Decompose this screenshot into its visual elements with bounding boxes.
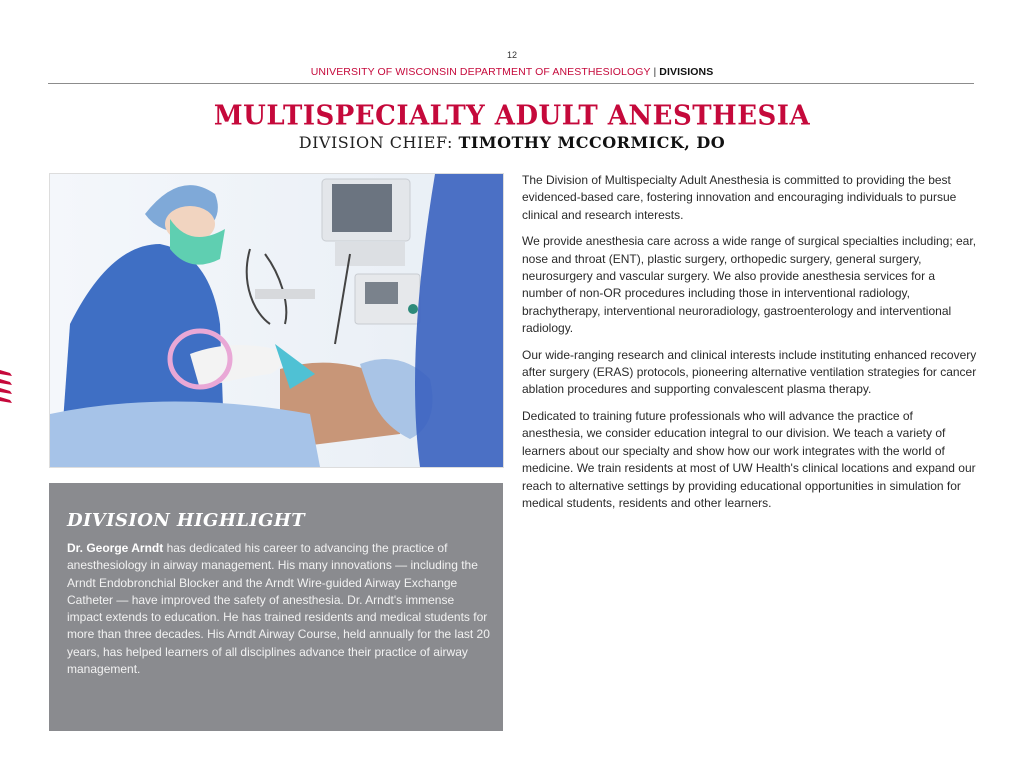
paragraph: Dedicated to training future professionals who will advance the practice of anesthesia, we consider education integral to our division. We teach a variety of learners about our specialty and show how our work integrates with the world of medicine. We train residents at most of UW Health's clinical locations and expand our reach to alternative settings by providing educational opportunities in simulation for medical students, residents and other learners. <box>522 408 976 510</box>
running-header <box>0 66 1024 78</box>
highlight-text <box>67 540 492 678</box>
highlight-body: has dedicated his career to advancing the practice of anesthesiology in airway management. His many innovations — including the Arndt Endobronchial Blocker and the Arndt Wire-guided Airway Exchange Catheter — have improved the safety of anesthesia. Dr. Arndt's immense impact extends to education. He has trained residents and medical students for more than three decades. His Arndt Airway Course, held annually for the last 20 years, has helped learners of all disciplines advance their practice of airway management. <box>67 541 490 677</box>
page-title: MULTISPECIALTY ADULT ANESTHESIA <box>213 100 811 132</box>
photo-illustration <box>50 174 503 467</box>
header-separator: | <box>653 66 657 78</box>
header-rule <box>48 83 974 84</box>
department-name: UNIVERSITY OF WISCONSIN DEPARTMENT OF ANESTHESIOLOGY <box>310 66 651 78</box>
paragraph: We provide anesthesia care across a wide range of surgical specialties including; ear, nose and throat (ENT), plastic surgery, orthopedic surgery, general surgery, neurosurgery and vascular surgery. We also provide anesthesia services for a number of non-OR procedures including those in interventional radiology, brachytherapy, interventional neuroradiology, gastroenterology and interventional radiology. <box>522 234 977 336</box>
operating-room-photo <box>49 173 504 468</box>
highlight-lead-name: Dr. George Arndt <box>67 541 164 555</box>
paragraph: The Division of Multispecialty Adult Anesthesia is committed to providing the best evidenced-based care, fostering innovation and encouraging individuals to pursue clinical and research interests. <box>522 173 957 222</box>
division-description <box>522 172 977 521</box>
stripes-icon <box>0 368 14 408</box>
division-chief-label: DIVISION CHIEF: <box>298 133 453 152</box>
division-chief-name: TIMOTHY MCCORMICK, DO <box>458 133 726 152</box>
section-name: DIVISIONS <box>659 66 714 78</box>
highlight-title: DIVISION HIGHLIGHT <box>67 510 306 531</box>
division-chief <box>0 133 1024 152</box>
paragraph: Our wide-ranging research and clinical interests include instituting enhanced recovery after surgery (ERAS) protocols, pioneering alternative ventilation strategies for cancer ablation procedures and supporting convalescent plasma therapy. <box>522 347 977 397</box>
division-highlight-box <box>49 483 503 731</box>
page-number: 12 <box>506 50 517 60</box>
